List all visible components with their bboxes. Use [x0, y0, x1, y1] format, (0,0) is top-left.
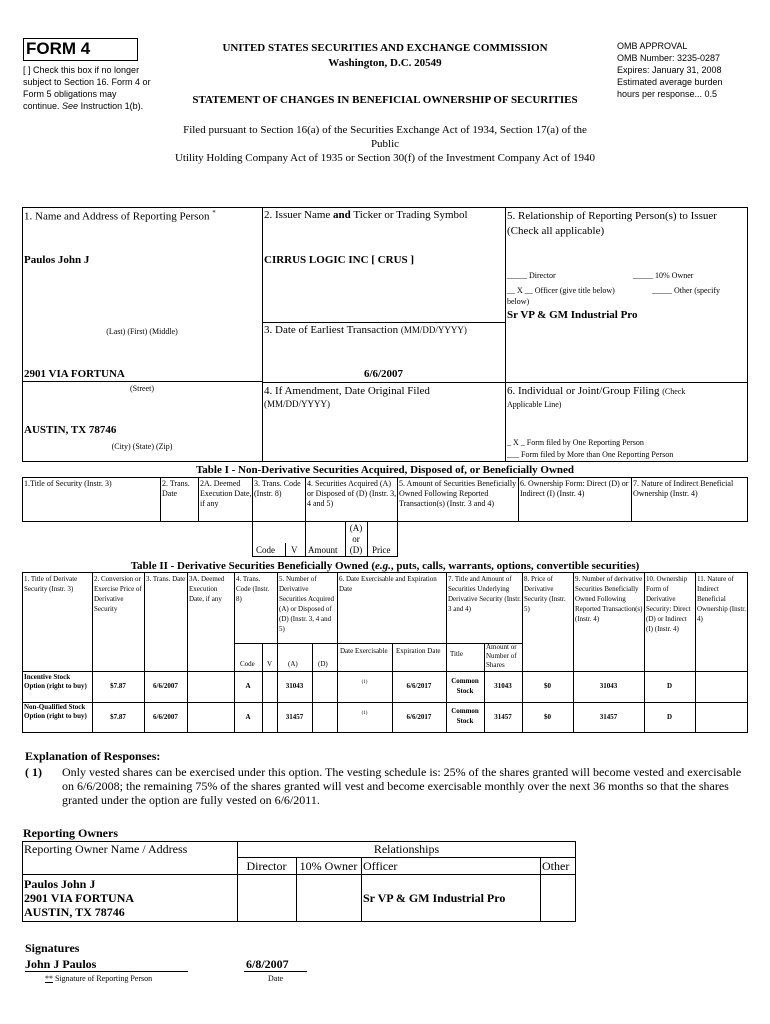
t2-h2: 2. Conversion or Exercise Price of Derivative Security [94, 575, 142, 613]
t1-sub-code: Code [256, 545, 275, 555]
t2-h6: 6. Date Exercisable and Expiration Date [339, 575, 437, 593]
statement-title: STATEMENT OF CHANGES IN BENEFICIAL OWNERSHIP OF SECURITIES [192, 94, 578, 106]
officer-title: Sr VP & GM Industrial Pro [507, 309, 638, 321]
agency-name: UNITED STATES SECURITIES AND EXCHANGE COMMISSION [222, 42, 548, 54]
t2-h11: 11. Nature of Indirect Beneficial Ownership (Instr. 4) [697, 575, 746, 623]
t1-h2: 2. Trans. Date [162, 479, 190, 498]
row1-date: 6/6/2007 [153, 682, 178, 690]
row2-date: 6/6/2007 [153, 713, 178, 721]
t2-h10: 10. Ownership Form of Derivative Security: Direct (D) or Indirect (I) (Instr. 4) [646, 575, 691, 633]
t2-h9: 9. Number of derivative Securities Beneficially Owned Following Reported Transaction(s) (Instr. 4) [575, 575, 643, 623]
section6-sublabel: Applicable Line) [507, 400, 562, 409]
ten-pct-owner-option: _____ 10% Owner [633, 271, 694, 280]
reporting-person-street: 2901 VIA FORTUNA [24, 368, 125, 380]
signature-date: 6/8/2007 [246, 957, 289, 971]
signature-label: ** Signature of Reporting Person [45, 974, 153, 983]
officer-option: __ X __ Officer (give title below) [507, 286, 615, 295]
row2-deriv-price: $0 [544, 713, 551, 721]
footnote-text: Only vested shares can be exercised under this option. The vesting schedule is: 25% of the shares granted will become vested and exercisable on 6/6/2008; the remaining 75% of the shares granted will vest and become exercisable monthly over the next 36 months so that the shares granted under the option are fully vested on 6/6/2011. [62, 765, 742, 807]
t1-sub-aord: (A) or (D) [349, 523, 363, 555]
form-title: FORM 4 [26, 39, 91, 58]
section5-label: 5. Relationship of Reporting Person(s) to Issuer (Check all applicable) [507, 210, 717, 237]
row2-und-title: Common Stock [451, 707, 479, 725]
t2-h8: 8. Price of Derivative Security (Instr. 5) [524, 575, 566, 613]
owners-col-director: Director [246, 859, 287, 873]
t2-sub-v: V [267, 660, 273, 668]
reporting-owners-title: Reporting Owners [23, 826, 118, 840]
owner-address: Paulos John J 2901 VIA FORTUNA AUSTIN, TX 78746 [24, 877, 135, 919]
no-longer-subject-note: [ ] Check this box if no longer subject to Section 16. Form 4 or Form 5 obligations may continue. See Instruction 1(b). [23, 65, 151, 111]
section4-sublabel: (MM/DD/YYYY) [264, 399, 330, 409]
row1-a: 31043 [285, 682, 304, 690]
filed-pursuant: Filed pursuant to Section 16(a) of the Securities Exchange Act of 1934, Section 17(a) of the Public Utility Holding Company Act of 1935 or Section 30(f) of the Investment Company Act of 1940 [174, 124, 596, 164]
street-label: (Street) [130, 384, 154, 393]
t2-h4: 4. Trans. Code (Instr. 8) [236, 575, 270, 603]
earliest-transaction-date: 6/6/2007 [363, 368, 404, 380]
row2-code: A [245, 713, 251, 721]
t2-sub-code: Code [240, 660, 255, 668]
t2-h1: 1. Title of Derivate Security (Instr. 3) [24, 575, 78, 593]
section4-label: 4. If Amendment, Date Original Filed [264, 385, 430, 397]
t2-sub-d: (D) [318, 660, 328, 668]
t2-h7: 7. Title and Amount of Securities Underlying Derivative Security (Instr. 3 and 4) [448, 575, 521, 613]
city-label: (City) (State) (Zip) [111, 442, 173, 451]
row1-deriv-price: $0 [544, 682, 551, 690]
agency-location: Washington, D.C. 20549 [328, 57, 442, 69]
row1-expiration: 6/6/2017 [406, 682, 432, 690]
owner-officer-title: Sr VP & GM Industrial Pro [363, 891, 506, 905]
table1-title: Table I - Non-Derivative Securities Acquired, Disposed of, or Beneficially Owned [195, 464, 575, 476]
t2-h3a: 3A. Deemed Execution Date, if any [189, 575, 225, 603]
section1-label: 1. Name and Address of Reporting Person * [24, 209, 216, 223]
t1-h7: 7. Nature of Indirect Beneficial Ownership (Instr. 4) [633, 479, 734, 498]
signature-name: John J Paulos [25, 957, 97, 971]
director-option: _____ Director [507, 271, 556, 280]
row2-price: $7.87 [110, 713, 126, 721]
row1-und-amount: 31043 [494, 682, 512, 690]
t2-sub-exp: Expiration Date [396, 647, 441, 655]
t2-h5: 5. Number of Derivative Securities Acquired (A) or Disposed of (D) (Instr. 3, 4 and 5) [279, 575, 335, 633]
one-person-option: _ X _ Form filed by One Reporting Person [507, 438, 644, 447]
t1-h3: 3. Trans. Code (Instr. 8) [254, 479, 301, 498]
row1-price: $7.87 [110, 682, 126, 690]
footnote-number: ( 1) [25, 765, 42, 779]
section6-label: 6. Individual or Joint/Group Filing (Check [507, 385, 686, 397]
owners-col-relationships: Relationships [373, 842, 440, 856]
t1-sub-amount: Amount [308, 545, 338, 555]
row1-owned: 31043 [599, 682, 618, 690]
row2-title: Non-Qualified Stock Option (right to buy) [24, 703, 87, 720]
other-option-below: below) [507, 297, 530, 306]
section3-label: 3. Date of Earliest Transaction (MM/DD/YYYY) [264, 324, 467, 336]
row1-exercisable: (1) [361, 680, 368, 685]
owners-col-ten: 10% Owner [299, 859, 358, 873]
owners-col-name: Reporting Owner Name / Address [24, 842, 188, 856]
name-parts-label: (Last) (First) (Middle) [106, 327, 178, 336]
more-persons-option: ___ Form filed by More than One Reporting Person [507, 450, 674, 459]
signatures-title: Signatures [25, 941, 80, 955]
row1-form: D [666, 682, 673, 690]
row1-title: Incentive Stock Option (right to buy) [24, 673, 87, 690]
t2-sub-amount: Amount or Number of Shares [486, 643, 517, 669]
explanation-title: Explanation of Responses: [25, 749, 161, 763]
owners-col-other: Other [542, 859, 570, 873]
t2-sub-date-ex: Date Exercisable [340, 647, 388, 655]
row2-a: 31457 [285, 713, 304, 721]
t1-sub-price: Price [372, 545, 391, 555]
row2-form: D [666, 713, 673, 721]
row2-owned: 31457 [599, 713, 618, 721]
reporting-person-name: Paulos John J [24, 254, 90, 266]
section2-label: 2. Issuer Name and Ticker or Trading Symbol [264, 209, 468, 221]
date-label: Date [268, 974, 284, 983]
row1-code: A [245, 682, 251, 690]
table2-title: Table II - Derivative Securities Beneficially Owned (e.g., puts, calls, warrants, options, convertible securities) [130, 560, 640, 572]
t1-h2a: 2A. Deemed Execution Date, if any [200, 479, 252, 508]
reporting-person-city: AUSTIN, TX 78746 [24, 424, 117, 436]
t1-sub-v: V [291, 545, 298, 555]
t1-h6: 6. Ownership Form: Direct (D) or Indirect (I) (Instr. 4) [520, 479, 629, 498]
t2-h3: 3. Trans. Date [146, 575, 186, 583]
t1-h5: 5. Amount of Securities Beneficially Owned Following Reported Transaction(s) (Instr. 3 and 4) [399, 479, 517, 508]
other-option: _____ Other (specify [652, 286, 720, 295]
omb-approval: OMB APPROVAL OMB Number: 3235-0287 Expires: January 31, 2008 Estimated average burden hours per response... 0.5 [617, 41, 723, 99]
row2-exercisable: (1) [361, 711, 368, 716]
t1-h1: 1.Title of Security (Instr. 3) [24, 479, 112, 488]
row2-expiration: 6/6/2017 [406, 713, 432, 721]
t1-h4: 4. Securities Acquired (A) or Disposed of (D) (Instr. 3, 4 and 5) [307, 479, 397, 508]
row1-und-title: Common Stock [451, 677, 479, 695]
t2-sub-title: Title [450, 650, 463, 658]
owners-col-officer: Officer [363, 859, 398, 873]
t2-sub-a: (A) [288, 660, 298, 668]
row2-und-amount: 31457 [494, 713, 512, 721]
issuer-name: CIRRUS LOGIC INC [ CRUS ] [264, 254, 415, 266]
